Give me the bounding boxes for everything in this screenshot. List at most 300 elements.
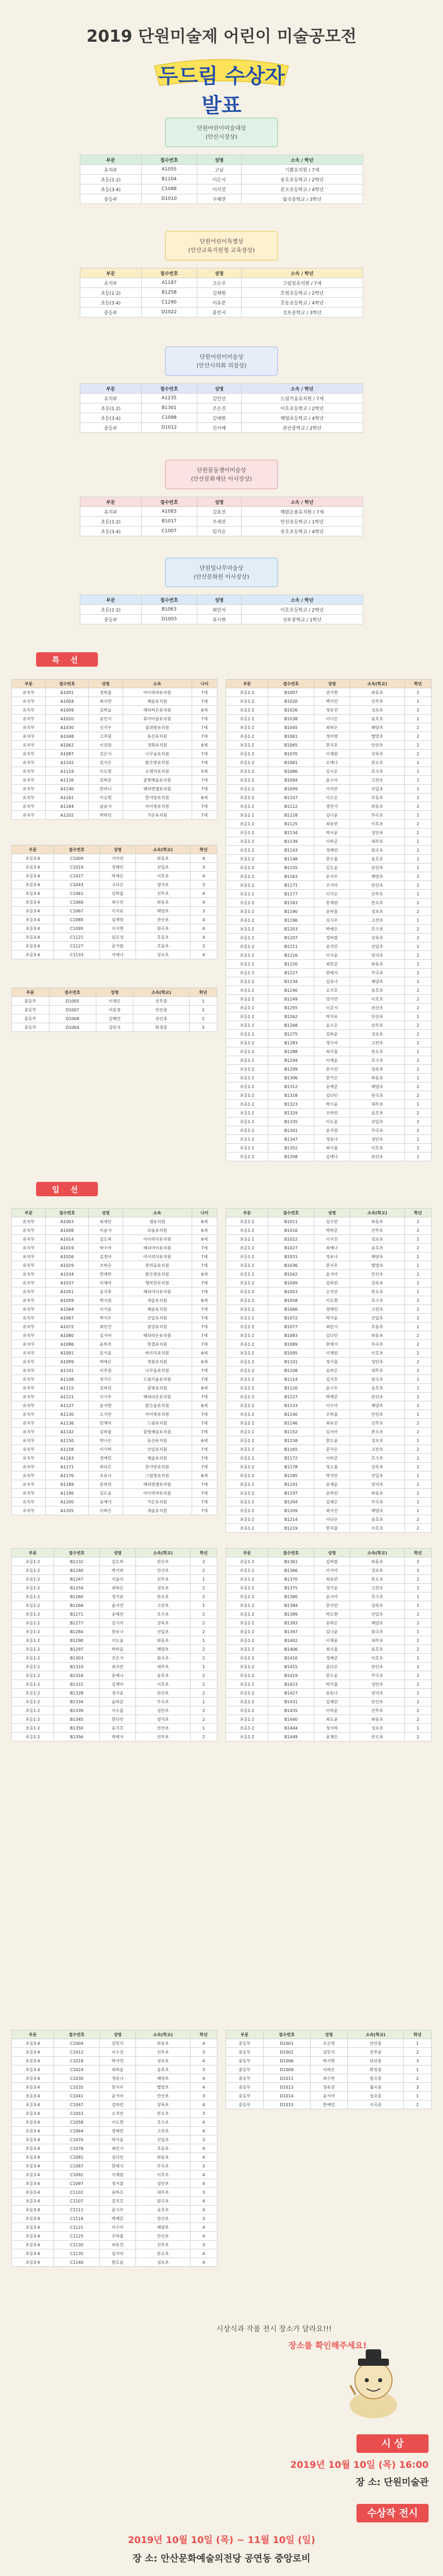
- table-cell: 선부초: [136, 2241, 191, 2249]
- table-cell: 박지율: [314, 1680, 350, 1689]
- table-cell: 2: [190, 1628, 217, 1636]
- table-cell: 초등1·2: [226, 846, 268, 855]
- table-cell: B1318: [268, 1091, 314, 1100]
- table-cell: 유치부: [12, 1244, 46, 1252]
- table-cell: D1001: [263, 2039, 310, 2048]
- table-cell: 해맑은솔유치원 / 7세: [241, 507, 363, 517]
- table-row: [12, 1393, 217, 1401]
- table-row: [226, 995, 432, 1004]
- table-cell: 초등1·2: [226, 1671, 268, 1680]
- table-header-row: [80, 384, 363, 394]
- table-cell: 초등1·2: [12, 1663, 54, 1671]
- table-cell: B1022: [268, 1235, 314, 1244]
- special-title: 특 선: [52, 655, 82, 665]
- table-cell: 조하율: [314, 1410, 350, 1419]
- table-cell: 2: [404, 1305, 431, 1314]
- table-row: [80, 194, 363, 204]
- entry-section-head: [31, 1180, 103, 1197]
- table-cell: 최수인: [99, 898, 135, 907]
- column-header: 소속 / 학년: [241, 155, 363, 165]
- table-cell: 고잔초: [350, 1039, 405, 1047]
- table-cell: C1087: [54, 2162, 99, 2171]
- table-cell: 이도현: [89, 767, 123, 776]
- table-row: [226, 1557, 432, 1566]
- table-cell: A1115: [46, 1384, 89, 1393]
- column-header: 접수번호: [263, 2030, 310, 2039]
- table-row: [12, 2162, 217, 2171]
- table-cell: D1022: [141, 308, 197, 317]
- table-row: [226, 811, 432, 820]
- table-row: [226, 1436, 432, 1445]
- table-row: [226, 916, 432, 925]
- table-cell: 6세: [192, 1436, 217, 1445]
- table-cell: 류시현: [197, 615, 241, 624]
- table-cell: 윤서아: [99, 2092, 135, 2100]
- table-cell: 유치부: [12, 1506, 46, 1515]
- table-header-row: [80, 595, 363, 605]
- award-name: 단원어린이미술상: [199, 353, 244, 360]
- table-cell: 윤채은: [314, 1733, 350, 1741]
- table-cell: 7세: [192, 811, 217, 820]
- table-cell: 유치부: [12, 1401, 46, 1410]
- entry-elem12a-table: [226, 1208, 432, 1533]
- table-cell: 2: [404, 1030, 431, 1039]
- table-cell: C1004: [54, 2039, 99, 2048]
- table-cell: B1301: [141, 403, 197, 413]
- table-cell: 부곡초: [136, 2162, 191, 2171]
- table-row: [226, 1144, 432, 1153]
- table-cell: B1070: [268, 750, 314, 758]
- table-cell: 6세: [192, 741, 217, 750]
- table-cell: 이은서: [197, 175, 241, 184]
- table-cell: 관산초: [136, 1689, 191, 1698]
- table-row: [12, 2092, 217, 2100]
- table-row: [226, 1628, 432, 1636]
- table-row: [12, 1252, 217, 1261]
- table-cell: 관산중학교 / 2학년: [241, 423, 363, 433]
- table-cell: 화정중: [133, 1023, 190, 1032]
- table-cell: A1130: [46, 1410, 89, 1419]
- table-cell: 1: [404, 697, 431, 706]
- table-cell: 박서하: [99, 1566, 135, 1575]
- table-cell: B1026: [268, 706, 314, 715]
- table-cell: B1017: [141, 517, 197, 527]
- table-cell: 박서윤: [314, 828, 350, 837]
- table-cell: B1247: [54, 1575, 99, 1584]
- table-row: [226, 1226, 432, 1235]
- table-cell: 초등1·2: [226, 881, 268, 890]
- table-row: [12, 1566, 217, 1575]
- table-cell: 고잔초: [350, 776, 405, 785]
- table-cell: 해솔유치원: [123, 1305, 192, 1314]
- table-cell: 선부초: [350, 1226, 405, 1235]
- table-cell: 유치부: [12, 802, 46, 811]
- table-cell: A1029: [46, 1261, 89, 1270]
- table-cell: 2: [404, 969, 431, 977]
- table-row: [226, 1698, 432, 1706]
- table-cell: 초등1·2: [226, 715, 268, 723]
- table-cell: B1419: [268, 1671, 314, 1680]
- table-cell: 정서율: [314, 1358, 350, 1366]
- table-row: [226, 2065, 432, 2074]
- table-cell: 초등1·2: [12, 1575, 54, 1584]
- table-cell: 초등3·4: [12, 924, 54, 933]
- table-cell: 초등3·4: [12, 863, 54, 872]
- table-cell: 초등1·2: [226, 951, 268, 960]
- table-cell: 최예나: [314, 1244, 350, 1252]
- table-cell: 초등1·2: [226, 1454, 268, 1463]
- table-cell: 초등3·4: [12, 2241, 54, 2249]
- table-cell: 6세: [192, 1235, 217, 1244]
- table-cell: B1178: [268, 1463, 314, 1471]
- table-row: [12, 924, 217, 933]
- table-row: [12, 776, 217, 785]
- table-cell: 원곡초: [350, 1091, 405, 1100]
- table-cell: 1: [190, 1698, 217, 1706]
- table-cell: 1: [189, 1014, 217, 1023]
- table-cell: 유치부: [80, 394, 142, 403]
- table-cell: 중등부: [12, 997, 49, 1006]
- table-cell: 6세: [192, 1296, 217, 1305]
- table-cell: 2: [190, 1689, 217, 1698]
- table-cell: B1107: [268, 793, 314, 802]
- table-row: [12, 2065, 217, 2074]
- table-cell: C1035: [54, 2083, 99, 2092]
- table-cell: 2: [404, 1401, 431, 1410]
- table-cell: 이수아: [99, 2223, 135, 2232]
- table-row: [226, 1366, 432, 1375]
- table-row: [226, 1706, 432, 1715]
- table-cell: A1142: [46, 1428, 89, 1436]
- table-cell: 최도윤: [314, 1715, 350, 1724]
- table-cell: 1: [404, 1566, 431, 1575]
- table-cell: 1: [404, 811, 431, 820]
- table-row: [226, 925, 432, 934]
- table-cell: 이도현: [99, 2118, 135, 2127]
- table-cell: 정수아: [314, 1039, 350, 1047]
- table-cell: 상록초: [350, 1065, 405, 1074]
- table-cell: 성포초: [136, 1584, 191, 1592]
- table-cell: B1380: [268, 1592, 314, 1601]
- award-special: [80, 231, 363, 317]
- table-cell: 진서예: [197, 423, 241, 433]
- notice-emphasis: 장소를 확인해주세요!: [288, 2341, 367, 2350]
- table-cell: B1294: [268, 1056, 314, 1065]
- table-cell: 1: [404, 1410, 431, 1419]
- column-header: 부문: [80, 155, 142, 165]
- table-cell: 유치부: [12, 1463, 46, 1471]
- table-cell: 4: [190, 951, 217, 959]
- table-cell: 와동초: [136, 2153, 191, 2162]
- award-dream: [80, 460, 363, 536]
- table-cell: 7세: [192, 697, 217, 706]
- table-row: [226, 1047, 432, 1056]
- table-cell: 유치부: [12, 1384, 46, 1393]
- table-cell: 박예은: [89, 1358, 123, 1366]
- column-header: 접수번호: [141, 595, 197, 605]
- ceremony-date: 2019년 10월 10일 (목) 16:00: [290, 2460, 429, 2470]
- table-row: [12, 1401, 217, 1410]
- table-row: [12, 1557, 217, 1566]
- table-cell: 이수진: [99, 2048, 135, 2057]
- table-cell: 오지안: [99, 2109, 135, 2118]
- table-cell: B1275: [268, 1030, 314, 1039]
- table-cell: 2: [189, 1006, 217, 1014]
- table-cell: 박서현: [310, 2057, 348, 2065]
- entry-middle-table: [226, 2030, 432, 2109]
- table-cell: 최하은: [314, 723, 350, 732]
- table-cell: 3: [190, 2188, 217, 2197]
- table-cell: 6세: [192, 1471, 217, 1480]
- table-row: [226, 750, 432, 758]
- table-row: [226, 1109, 432, 1117]
- table-cell: 초등1·2: [12, 1619, 54, 1628]
- table-cell: 양지초: [350, 1689, 405, 1698]
- table-cell: 선부초: [350, 1419, 405, 1428]
- table-cell: 초등3·4: [12, 933, 54, 942]
- table-cell: 관산초: [136, 1557, 191, 1566]
- table-cell: 호동초: [136, 2144, 191, 2153]
- table-cell: C1133: [54, 951, 99, 959]
- table-row: [226, 1065, 432, 1074]
- table-cell: 초등3·4: [12, 2100, 54, 2109]
- table-cell: 아이리더유치원: [123, 1252, 192, 1261]
- table-cell: 정가은: [89, 1375, 123, 1384]
- table-cell: 해피엔젤유치원: [123, 1480, 192, 1489]
- table-cell: C1024: [54, 2065, 99, 2074]
- table-cell: 새솔유치원: [123, 1506, 192, 1515]
- table-row: [12, 1489, 217, 1498]
- table-cell: B1038: [268, 715, 314, 723]
- table-cell: 4: [190, 2179, 217, 2188]
- table-cell: B1020: [268, 697, 314, 706]
- table-cell: 송민지: [89, 715, 123, 723]
- table-row: [226, 872, 432, 881]
- table-cell: 박지우: [89, 1314, 123, 1323]
- table-cell: 윤하준: [99, 1698, 135, 1706]
- table-cell: 초등1·2: [226, 1489, 268, 1498]
- table-cell: 이서윤: [89, 1305, 123, 1314]
- table-cell: C1088: [141, 184, 197, 194]
- table-cell: 초등1·2: [226, 1715, 268, 1724]
- table-cell: 안산초: [136, 1724, 191, 1733]
- table-cell: 박서연: [99, 2057, 135, 2065]
- table-cell: 호수초: [350, 925, 405, 934]
- table-row: [226, 1117, 432, 1126]
- table-cell: 2: [404, 1144, 431, 1153]
- table-cell: B1081: [268, 758, 314, 767]
- table-cell: 이효경: [96, 1006, 133, 1014]
- table-cell: 원곡초: [136, 924, 191, 933]
- table-cell: 선일초: [350, 785, 405, 793]
- table-cell: 초등(1·2): [80, 403, 142, 413]
- table-cell: 호동초: [350, 1323, 405, 1331]
- table-cell: 유치부: [12, 1454, 46, 1463]
- table-cell: C1130: [54, 2241, 99, 2249]
- table-cell: 한예서: [99, 2162, 135, 2171]
- table-cell: 2: [403, 2100, 431, 2109]
- table-cell: 2: [404, 1619, 431, 1628]
- table-cell: 초등1·2: [226, 1030, 268, 1039]
- table-cell: 해양초: [350, 1252, 405, 1261]
- table-cell: 선부초: [136, 2048, 191, 2057]
- table-cell: 초등1·2: [226, 1226, 268, 1235]
- table-cell: 2: [190, 1733, 217, 1741]
- table-cell: 1: [190, 1663, 217, 1671]
- table-cell: 1: [404, 1235, 431, 1244]
- special-middle-table: [11, 988, 217, 1032]
- table-cell: 문서진: [314, 1065, 350, 1074]
- table-row: [12, 2144, 217, 2153]
- table-cell: B1203: [268, 925, 314, 934]
- table-cell: 초등1·2: [226, 1091, 268, 1100]
- table-cell: 김하율: [99, 889, 135, 898]
- table-cell: 해양초: [136, 2223, 191, 2232]
- table-cell: B1007: [268, 688, 314, 697]
- table-row: [226, 723, 432, 732]
- table-cell: 중앙유치원: [123, 1323, 192, 1331]
- table-cell: 이재원: [314, 750, 350, 758]
- table-cell: 이호초: [350, 1349, 405, 1358]
- table-cell: 초등1·2: [226, 1375, 268, 1384]
- table-cell: A1099: [46, 1358, 89, 1366]
- table-cell: 중등부: [226, 2083, 264, 2092]
- table-cell: D1012: [141, 423, 197, 433]
- table-cell: A1108: [46, 1375, 89, 1384]
- table-cell: 선일초: [350, 1314, 405, 1323]
- table-cell: 초등1·2: [226, 960, 268, 969]
- table-cell: 이호초등학교 / 2학년: [241, 403, 363, 413]
- column-header: 부문: [80, 268, 142, 278]
- table-cell: 7세: [192, 1498, 217, 1506]
- table-cell: 1: [404, 916, 431, 925]
- table-cell: C1107: [54, 2197, 99, 2206]
- table-cell: 초등1·2: [226, 916, 268, 925]
- table-cell: 원곡초: [350, 1375, 405, 1384]
- table-cell: 최유빈: [314, 820, 350, 828]
- table-cell: 2: [404, 1126, 431, 1135]
- table-cell: 조하율: [99, 2232, 135, 2241]
- table-cell: 꿈빛해솔유치원: [123, 1428, 192, 1436]
- table-cell: B1299: [268, 1065, 314, 1074]
- table-row: [226, 1126, 432, 1135]
- table-cell: 남윤서: [89, 802, 123, 811]
- table-cell: 초등1·2: [226, 1506, 268, 1515]
- table-cell: 7세: [192, 1244, 217, 1252]
- table-row: [80, 605, 363, 615]
- table-cell: 초등1·2: [226, 1004, 268, 1012]
- table-cell: 한예빈: [89, 1270, 123, 1279]
- table-row: [12, 1314, 217, 1323]
- table-cell: 김혜인: [96, 1014, 133, 1023]
- table-row: [226, 1689, 432, 1698]
- table-cell: 2: [190, 1557, 217, 1566]
- table-cell: 초등1·2: [226, 1628, 268, 1636]
- table-cell: 이나은: [314, 715, 350, 723]
- table-cell: 한지우: [314, 1261, 350, 1270]
- table-cell: 2: [190, 1566, 217, 1575]
- table-cell: 초등1·2: [226, 1592, 268, 1601]
- table-cell: 선일초: [350, 1117, 405, 1126]
- table-cell: 부곡초: [350, 811, 405, 820]
- table-cell: 4: [190, 2127, 217, 2136]
- table-cell: 2: [404, 1296, 431, 1305]
- table-cell: A1126: [46, 776, 89, 785]
- table-cell: 초등1·2: [226, 1135, 268, 1144]
- column-header: 성명: [197, 497, 241, 507]
- table-cell: A1187: [141, 278, 197, 288]
- column-header: 소속(학교): [350, 680, 405, 688]
- table-cell: 부곡초: [350, 1498, 405, 1506]
- table-cell: C1290: [141, 298, 197, 308]
- table-cell: 4: [190, 2232, 217, 2241]
- table-cell: 김예은: [314, 1498, 350, 1506]
- table-cell: 김시우: [314, 916, 350, 925]
- table-row: [226, 2048, 432, 2057]
- table-cell: 최서율: [314, 1144, 350, 1153]
- table-cell: 송호초: [350, 1384, 405, 1393]
- table-cell: 휴미아꿈유치원: [123, 715, 192, 723]
- table-cell: 초등1·2: [12, 1601, 54, 1610]
- table-cell: 4: [190, 2100, 217, 2109]
- table-row: [226, 1074, 432, 1082]
- table-cell: 최수빈: [310, 2074, 348, 2083]
- table-header-row: [226, 2030, 432, 2039]
- table-cell: 초등1·2: [226, 750, 268, 758]
- table-cell: 조은진: [197, 403, 241, 413]
- table-cell: B1083: [268, 1331, 314, 1340]
- table-cell: 송예서: [89, 1498, 123, 1506]
- table-cell: 별망초: [350, 732, 405, 741]
- table-cell: 유치부: [12, 750, 46, 758]
- table-cell: 김예나: [314, 1153, 350, 1161]
- table-cell: 이채윤: [314, 1056, 350, 1065]
- table-cell: 오지안: [89, 1410, 123, 1419]
- table-cell: 호원초등학교 / 2학년: [241, 288, 363, 298]
- table-cell: 박나은: [89, 1436, 123, 1445]
- table-cell: 부곡초: [350, 1671, 405, 1680]
- table-cell: 최민서: [314, 1323, 350, 1331]
- table-row: [12, 2057, 217, 2065]
- table-cell: 7세: [192, 1506, 217, 1515]
- table-cell: A1101: [46, 1366, 89, 1375]
- table-cell: 3: [190, 2214, 217, 2223]
- table-row: [226, 1375, 432, 1384]
- column-header: 소속(학교): [136, 2030, 191, 2039]
- column-header: 소속: [123, 680, 192, 688]
- table-cell: 한유나: [99, 1628, 135, 1636]
- table-cell: 관산중: [133, 1014, 190, 1023]
- table-cell: 2: [403, 2048, 431, 2057]
- table-cell: 1: [404, 1287, 431, 1296]
- table-cell: B1042: [268, 1270, 314, 1279]
- table-cell: 초등1·2: [226, 1498, 268, 1506]
- table-cell: 성포초: [136, 951, 191, 959]
- table-cell: B1207: [268, 934, 314, 942]
- table-cell: 호수초: [350, 1296, 405, 1305]
- table-cell: 4: [190, 2083, 217, 2092]
- table-cell: 7세: [192, 802, 217, 811]
- table-cell: D1004: [49, 1023, 96, 1032]
- table-cell: 한사랑유치원: [123, 793, 192, 802]
- table-cell: 유치부: [12, 1393, 46, 1401]
- table-cell: 윤하진: [89, 1340, 123, 1349]
- table-cell: 초등1·2: [226, 1645, 268, 1654]
- table-cell: 홍채원: [314, 899, 350, 907]
- table-cell: B1423: [268, 1680, 314, 1689]
- table-cell: 박예준: [99, 2214, 135, 2223]
- table-cell: 와동초: [350, 960, 405, 969]
